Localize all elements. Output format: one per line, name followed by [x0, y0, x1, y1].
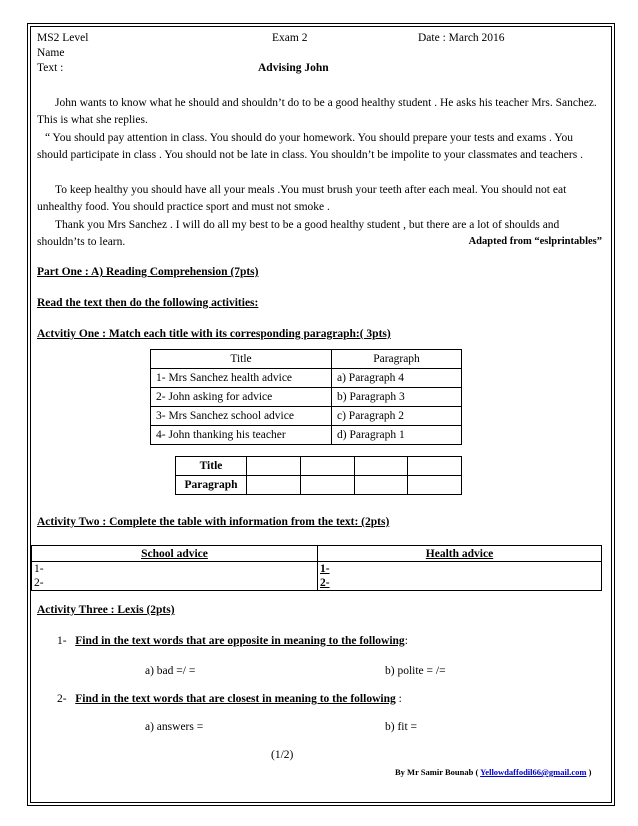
- question-number: 2-: [57, 693, 67, 705]
- author-name: By Mr Samir Bounab (: [395, 767, 479, 777]
- answer-cell[interactable]: [300, 476, 354, 495]
- matching-title-cell: 4- John thanking his teacher: [151, 426, 332, 445]
- answer-cell[interactable]: [408, 476, 462, 495]
- lexis-question-2: [57, 693, 402, 705]
- matching-paragraph-cell: d) Paragraph 1: [332, 426, 462, 445]
- lexis-q1-b: b) polite = /=: [385, 665, 446, 677]
- lexis-q2-a: a) answers =: [145, 721, 204, 733]
- answer-grid: [175, 456, 462, 495]
- matching-col-paragraph: Paragraph: [332, 350, 462, 369]
- question-text: Find in the text words that are closest in meaning to the following: [75, 693, 396, 705]
- answer-title-label: Title: [176, 457, 247, 476]
- answer-cell[interactable]: [247, 457, 301, 476]
- level-label: MS2 Level: [37, 32, 89, 44]
- table-row: [151, 407, 462, 426]
- matching-col-title: Title: [151, 350, 332, 369]
- matching-table: [150, 349, 462, 445]
- matching-title-cell: 3- Mrs Sanchez school advice: [151, 407, 332, 426]
- name-label: Name: [37, 47, 65, 59]
- answer-paragraph-label: Paragraph: [176, 476, 247, 495]
- exam-label: Exam 2: [272, 32, 308, 44]
- health-advice-cell[interactable]: [318, 562, 602, 591]
- question-text: Find in the text words that are opposite in meaning to the following: [75, 635, 405, 647]
- matching-title-cell: 2- John asking for advice: [151, 388, 332, 407]
- answer-cell[interactable]: [354, 476, 408, 495]
- answer-cell[interactable]: [408, 457, 462, 476]
- advice-col-health: Health advice: [318, 546, 602, 562]
- table-row: [151, 369, 462, 388]
- source-credit: Adapted from “eslprintables”: [468, 236, 602, 247]
- passage-paragraph-4: Thank you Mrs Sanchez . I will do all my best to be a good healthy student , but there are a lot of shoulds and shouldn’ts to learn.: [37, 219, 560, 249]
- school-advice-1: 1-: [34, 563, 44, 575]
- page-number: (1/2): [271, 749, 294, 761]
- table-row: [151, 388, 462, 407]
- matching-paragraph-cell: a) Paragraph 4: [332, 369, 462, 388]
- author-email-link[interactable]: Yellowdaffodil66@gmail.com: [480, 767, 587, 777]
- table-row: [151, 426, 462, 445]
- answer-cell[interactable]: [247, 476, 301, 495]
- activity-one-heading: Actvitiy One : Match each title with its corresponding paragraph:( 3pts): [37, 328, 391, 340]
- answer-cell[interactable]: [354, 457, 408, 476]
- school-advice-2: 2-: [34, 577, 44, 589]
- passage-title: Advising John: [258, 62, 329, 74]
- passage-paragraph-2: “ You should pay attention in class. You should do your homework. You should prepare your tests and exams . You should participate in class . You should not be late in class. You shouldn’t be impolite to your classmates and teachers .: [37, 132, 583, 162]
- author-close: ): [586, 767, 592, 777]
- school-advice-cell[interactable]: [32, 562, 318, 591]
- part-one-heading: Part One : A) Reading Comprehension (7pts): [37, 266, 259, 278]
- advice-table: [31, 545, 602, 591]
- part-one-instruction: Read the text then do the following activities:: [37, 297, 259, 309]
- text-label: Text :: [37, 62, 64, 74]
- advice-col-school: School advice: [32, 546, 318, 562]
- question-number: 1-: [57, 635, 67, 647]
- passage-paragraph-1: John wants to know what he should and shouldn’t do to be a good healthy student . He asks his teacher Mrs. Sanchez. This is what she replies.: [37, 97, 597, 127]
- question-colon: :: [395, 693, 402, 705]
- answer-cell[interactable]: [300, 457, 354, 476]
- activity-two-heading: Activity Two : Complete the table with information from the text: (2pts): [37, 516, 390, 528]
- question-colon: :: [404, 635, 408, 647]
- lexis-q1-a: a) bad =/ =: [145, 665, 196, 677]
- passage-paragraph-3: To keep healthy you should have all your meals .You must brush your teeth after each meal. You should not eat unhealthy food. You should practice sport and must not smoke .: [37, 184, 567, 214]
- matching-paragraph-cell: c) Paragraph 2: [332, 407, 462, 426]
- lexis-q2-b: b) fit =: [385, 721, 418, 733]
- health-advice-2: 2-: [320, 577, 330, 589]
- matching-paragraph-cell: b) Paragraph 3: [332, 388, 462, 407]
- date-label: Date : March 2016: [418, 32, 505, 44]
- lexis-question-1: [57, 635, 408, 647]
- author-credit: [395, 767, 591, 777]
- activity-three-heading: Activity Three : Lexis (2pts): [37, 604, 175, 616]
- matching-title-cell: 1- Mrs Sanchez health advice: [151, 369, 332, 388]
- health-advice-1: 1-: [320, 563, 330, 575]
